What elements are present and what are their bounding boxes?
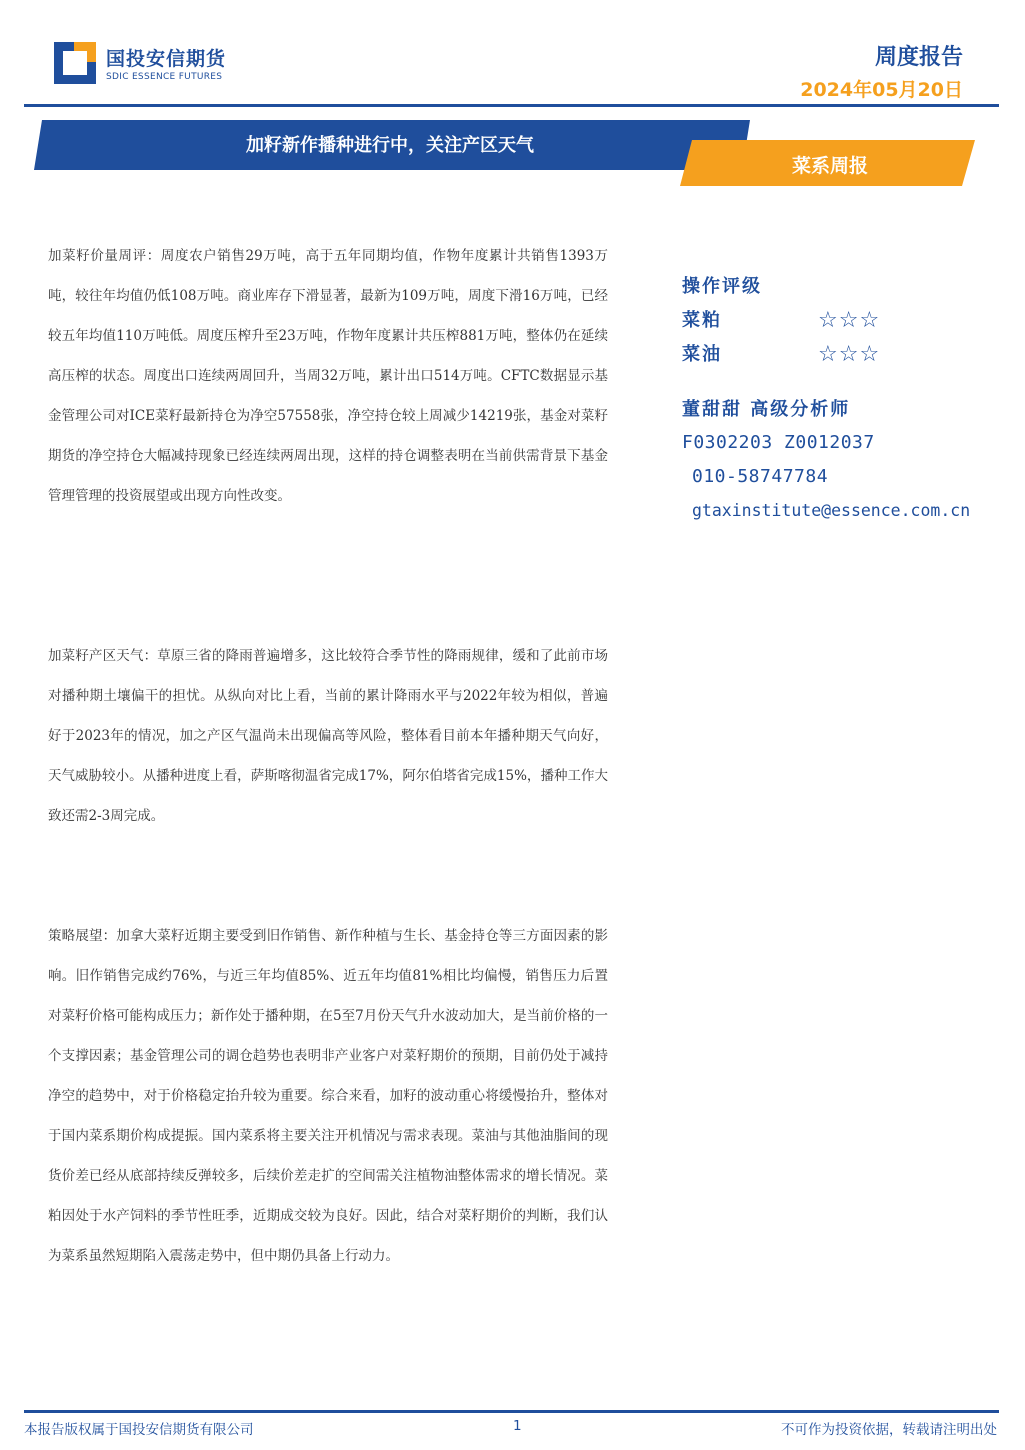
analyst-email[interactable]: gtaxinstitute@essence.com.cn [692,501,971,520]
star-rating-icon: ☆☆☆ [818,308,881,333]
footer-copyright: 本报告版权属于国投安信期货有限公司 [24,1422,254,1438]
rating-name: 菜粕 [682,310,722,331]
footer-disclaimer: 不可作为投资依据，转载请注明出处 [781,1422,997,1438]
analyst-name: 董甜甜 高级分析师 [682,399,851,420]
rating-row [682,338,1012,372]
rating-name: 菜油 [682,344,722,365]
logo-mark-icon [54,42,96,84]
logo-text-en: SDIC ESSENCE FUTURES [106,72,223,82]
report-title: 加籽新作播种进行中，关注产区天气 [246,135,534,156]
rating-row [682,304,1012,338]
paragraph-strategy: 策略展望：加拿大菜籽近期主要受到旧作销售、新作种植与生长、基金持仓等三方面因素的影响。旧作销售完成约76%，与近三年均值85%、近五年均值81%相比均偏慢，销售压力后置对菜籽价格可能构成压力；新作处于播种期，在5至7月份天气升水波动加大，是当前价格的一个支撑因素；基金管理公司的调仓趋势也表明非产业客户对菜籽期价的预期，目前仍处于减持净空的趋势中，对于价格稳定抬升较为重要。综合来看，加籽的波动重心将缓慢抬升，整体对于国内菜系期价构成提振。国内菜系将主要关注开机情况与需求表现。菜油与其他油脂间的现货价差已经从底部持续反弹较多，后续价差走扩的空间需关注植物油整体需求的增长情况。菜粕因处于水产饲料的季节性旺季，近期成交较为良好。因此，结合对菜籽期价的判断，我们认为菜系虽然短期陷入震荡走势中，但中期仍具备上行动力。 [48,928,608,1264]
report-category-tag: 菜系周报 [791,155,868,177]
rating-heading: 操作评级 [682,276,762,297]
sidebar [682,270,1012,528]
report-date: 2024年05月20日 [800,79,963,101]
paragraph-price-volume: 加菜籽价量周评：周度农户销售29万吨，高于五年同期均值，作物年度累计共销售1393万吨，较往年均值仍低108万吨。商业库存下滑显著，最新为109万吨，周度下滑16万吨，已经较五年均值110万吨低。周度压榨升至23万吨，作物年度累计共压榨881万吨，整体仍在延续高压榨的状态。周度出口连续两周回升，当周32万吨，累计出口514万吨。CFTC数据显示基金管理公司对ICE菜籽最新持仓为净空57558张，净空持仓较上周减少14219张，基金对菜籽期货的净空持仓大幅减持现象已经连续两周出现，这样的持仓调整表明在当前供需背景下基金管理管理的投资展望或出现方向性改变。 [48,248,608,504]
analyst-phone: 010-58747784 [692,466,829,487]
header-divider [24,104,999,107]
report-type: 周度报告 [874,45,963,70]
page-number: 1 [513,1418,522,1434]
analyst-certificate: F0302203 Z0012037 [682,432,875,453]
logo-text-cn: 国投安信期货 [106,48,227,70]
star-rating-icon: ☆☆☆ [818,342,881,367]
paragraph-weather: 加菜籽产区天气：草原三省的降雨普遍增多，这比较符合季节性的降雨规律，缓和了此前市场对播种期土壤偏干的担忧。从纵向对比上看，当前的累计降雨水平与2022年较为相似，普遍好于2023年的情况，加之产区气温尚未出现偏高等风险，整体看目前本年播种期天气向好，天气威胁较小。从播种进度上看，萨斯喀彻温省完成17%，阿尔伯塔省完成15%，播种工作大致还需2-3周完成。 [48,648,608,824]
company-logo [54,42,229,88]
footer-divider [24,1410,999,1413]
